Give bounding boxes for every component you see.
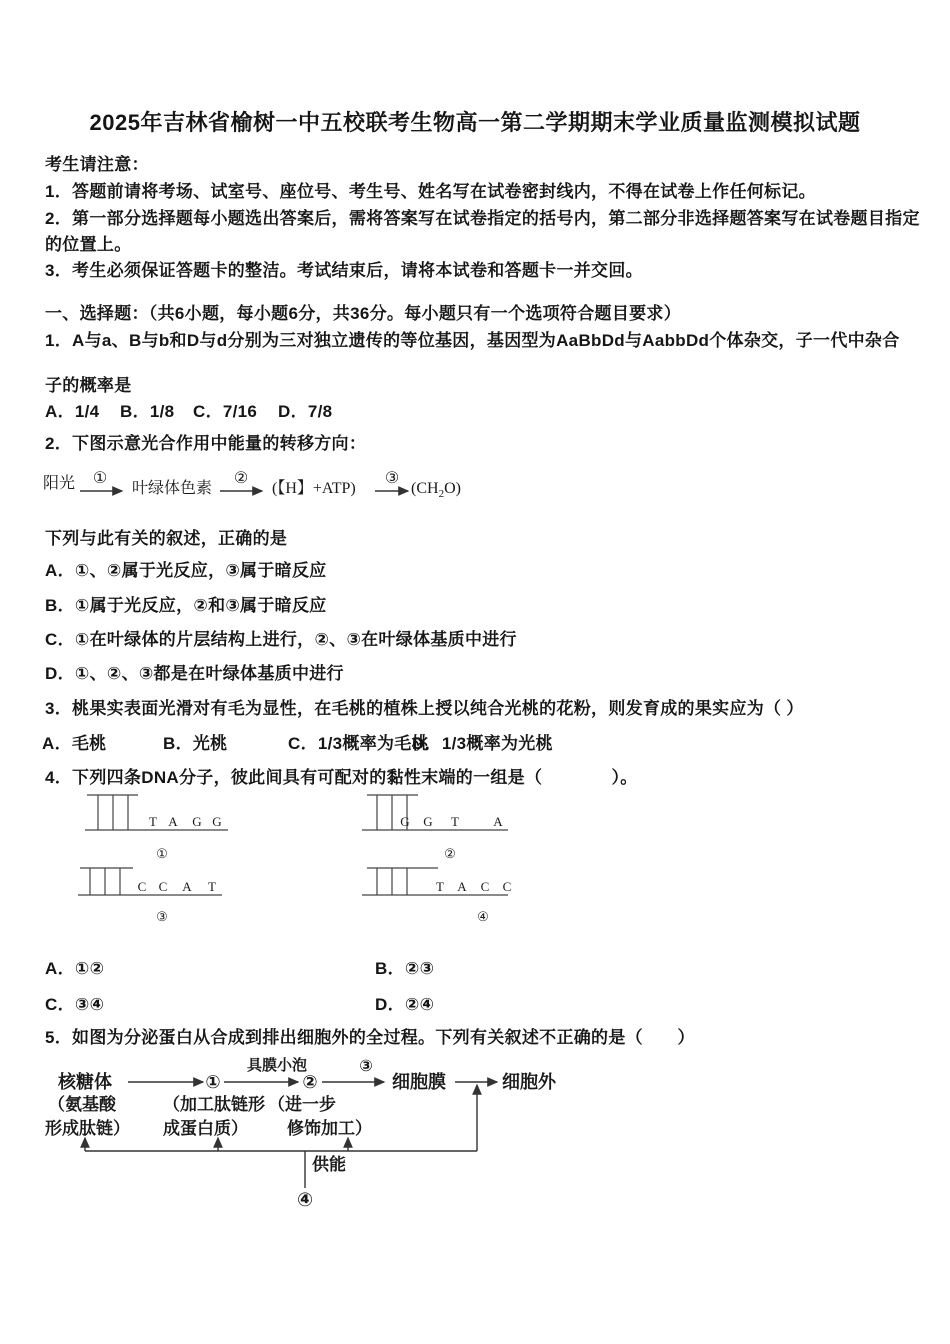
dna-fragment-1 xyxy=(85,795,228,861)
q3-stem: 3．桃果实表面光滑对有毛为显性，在毛桃的植株上授以纯合光桃的花粉，则发育成的果实应为（ ） xyxy=(45,699,804,718)
base-letter: C xyxy=(137,879,147,894)
h-atp-label: (【H】+ATP) xyxy=(272,480,356,497)
ribosome-subnote-line2: 形成肽链） xyxy=(45,1119,130,1138)
q1-stem-line2: 子的概率是 xyxy=(45,376,132,395)
step2-circled-number: ② xyxy=(233,470,249,487)
base-letter: A xyxy=(493,814,503,829)
q1-option-c: C．7/16 xyxy=(193,402,258,421)
q4-option-c: C．③④ xyxy=(45,995,105,1014)
q4-dna-fragments-diagram xyxy=(70,786,530,936)
notice-line-3: 3．考生必须保证答题卡的整洁。考试结束后，请将本试卷和答题卡一并交回。 xyxy=(45,261,643,280)
sunlight-label: 阳光 xyxy=(43,475,76,492)
base-letter: G xyxy=(212,814,222,829)
ch2o-subscript: 2 xyxy=(438,488,445,500)
q2-stem: 2．下图示意光合作用中能量的转移方向： xyxy=(45,434,367,453)
step1-circled-number: ① xyxy=(92,470,108,487)
base-letter: T xyxy=(208,879,216,894)
base-letter: T xyxy=(436,879,444,894)
notice-line-2b: 的位置上。 xyxy=(45,235,132,254)
fragment-2-label: ② xyxy=(444,846,456,861)
fragment-3-label: ③ xyxy=(156,909,168,924)
outside-cell-label: 细胞外 xyxy=(502,1072,556,1092)
q2-option-a: A．①、②属于光反应，③属于暗反应 xyxy=(45,561,327,580)
dna-fragment-2 xyxy=(362,795,508,861)
q4-option-a: A．①② xyxy=(45,959,105,978)
q2-energy-flow-diagram xyxy=(40,455,480,507)
notice-line-2a: 2．第一部分选择题每小题选出答案后，需将答案写在试卷指定的括号内，第二部分非选择题答案写在试卷题目指定 xyxy=(45,209,920,228)
membrane-vesicle-label: 具膜小泡 xyxy=(247,1057,308,1074)
step3-circled-number: ③ xyxy=(384,470,400,487)
base-letter: T xyxy=(149,814,157,829)
fragment-1-label: ① xyxy=(156,846,168,861)
q2-option-b: B．①属于光反应，②和③属于暗反应 xyxy=(45,596,327,615)
base-letter: C xyxy=(502,879,512,894)
dna-fragment-3 xyxy=(78,868,222,924)
ribosome-subnote-line1: （氨基酸 xyxy=(48,1095,116,1114)
base-letter: G xyxy=(192,814,202,829)
step1-subnote-line2: 成蛋白质） xyxy=(163,1119,248,1138)
q1-option-b: B．1/8 xyxy=(120,402,175,421)
ch2o-post: O) xyxy=(444,480,461,497)
base-letter: G xyxy=(400,814,410,829)
base-letter: T xyxy=(451,814,459,829)
q3-option-d: D．1/3概率为光桃 xyxy=(412,734,553,753)
q5-stem: 5．如图为分泌蛋白从合成到排出细胞外的全过程。下列有关叙述不正确的是（ ） xyxy=(45,1028,695,1047)
q3-option-b: B．光桃 xyxy=(163,734,228,753)
base-letter: G xyxy=(423,814,433,829)
q1-stem-line1: 1．A与a、B与b和D与d分别为三对独立遗传的等位基因，基因型为AaBbDd与AabbDd个体杂交，子一代中杂合 xyxy=(45,331,900,350)
notice-line-1: 1．答题前请将考场、试室号、座位号、考生号、姓名写在试卷密封线内，不得在试卷上作任何标记。 xyxy=(45,182,816,201)
base-letter: C xyxy=(158,879,168,894)
fragment-4-label: ④ xyxy=(477,909,489,924)
base-letter: A xyxy=(182,879,192,894)
energy-supply-label: 供能 xyxy=(312,1155,346,1174)
step2-subnote-line1: （进一步 xyxy=(268,1095,336,1114)
q3-option-a: A．毛桃 xyxy=(42,734,107,753)
q4-stem: 4．下列四条DNA分子，彼此间具有可配对的黏性末端的一组是（ ）。 xyxy=(45,768,638,787)
chloroplast-pigment-label: 叶绿体色素 xyxy=(132,480,213,497)
dna-fragment-4 xyxy=(362,868,511,924)
q3-option-c: C．1/3概率为毛桃 xyxy=(288,734,429,753)
base-letter: C xyxy=(480,879,490,894)
step1-subnote-line1: （加工肽链形 xyxy=(163,1095,265,1114)
step2-subnote-line2: 修饰加工） xyxy=(287,1119,372,1138)
q5-secretory-protein-diagram xyxy=(40,1056,585,1216)
ribosome-label: 核糖体 xyxy=(58,1072,112,1092)
step1-circled-number: ① xyxy=(205,1072,221,1092)
step3-circled-number: ③ xyxy=(359,1058,373,1075)
q1-option-a: A．1/4 xyxy=(45,402,100,421)
q4-option-b: B．②③ xyxy=(375,959,435,978)
q4-option-d: D．②④ xyxy=(375,995,435,1014)
notice-heading: 考生请注意： xyxy=(45,155,149,174)
q1-option-d: D．7/8 xyxy=(278,402,333,421)
base-letter: A xyxy=(457,879,467,894)
step4-circled-number: ④ xyxy=(296,1190,314,1211)
q2-option-c: C．①在叶绿体的片层结构上进行，②、③在叶绿体基质中进行 xyxy=(45,630,517,649)
base-letter: A xyxy=(168,814,178,829)
step2-circled-number: ② xyxy=(302,1072,318,1092)
q2-stem2: 下列与此有关的叙述，正确的是 xyxy=(45,529,288,548)
cell-membrane-label: 细胞膜 xyxy=(392,1072,446,1092)
ch2o-pre: (CH xyxy=(411,480,439,497)
page-title: 2025年吉林省榆树一中五校联考生物高一第二学期期末学业质量监测模拟试题 xyxy=(89,110,861,135)
q2-option-d: D．①、②、③都是在叶绿体基质中进行 xyxy=(45,664,344,683)
section-heading: 一、选择题：（共6小题，每小题6分，共36分。每小题只有一个选项符合题目要求） xyxy=(45,304,682,323)
ch2o-label xyxy=(411,480,461,500)
